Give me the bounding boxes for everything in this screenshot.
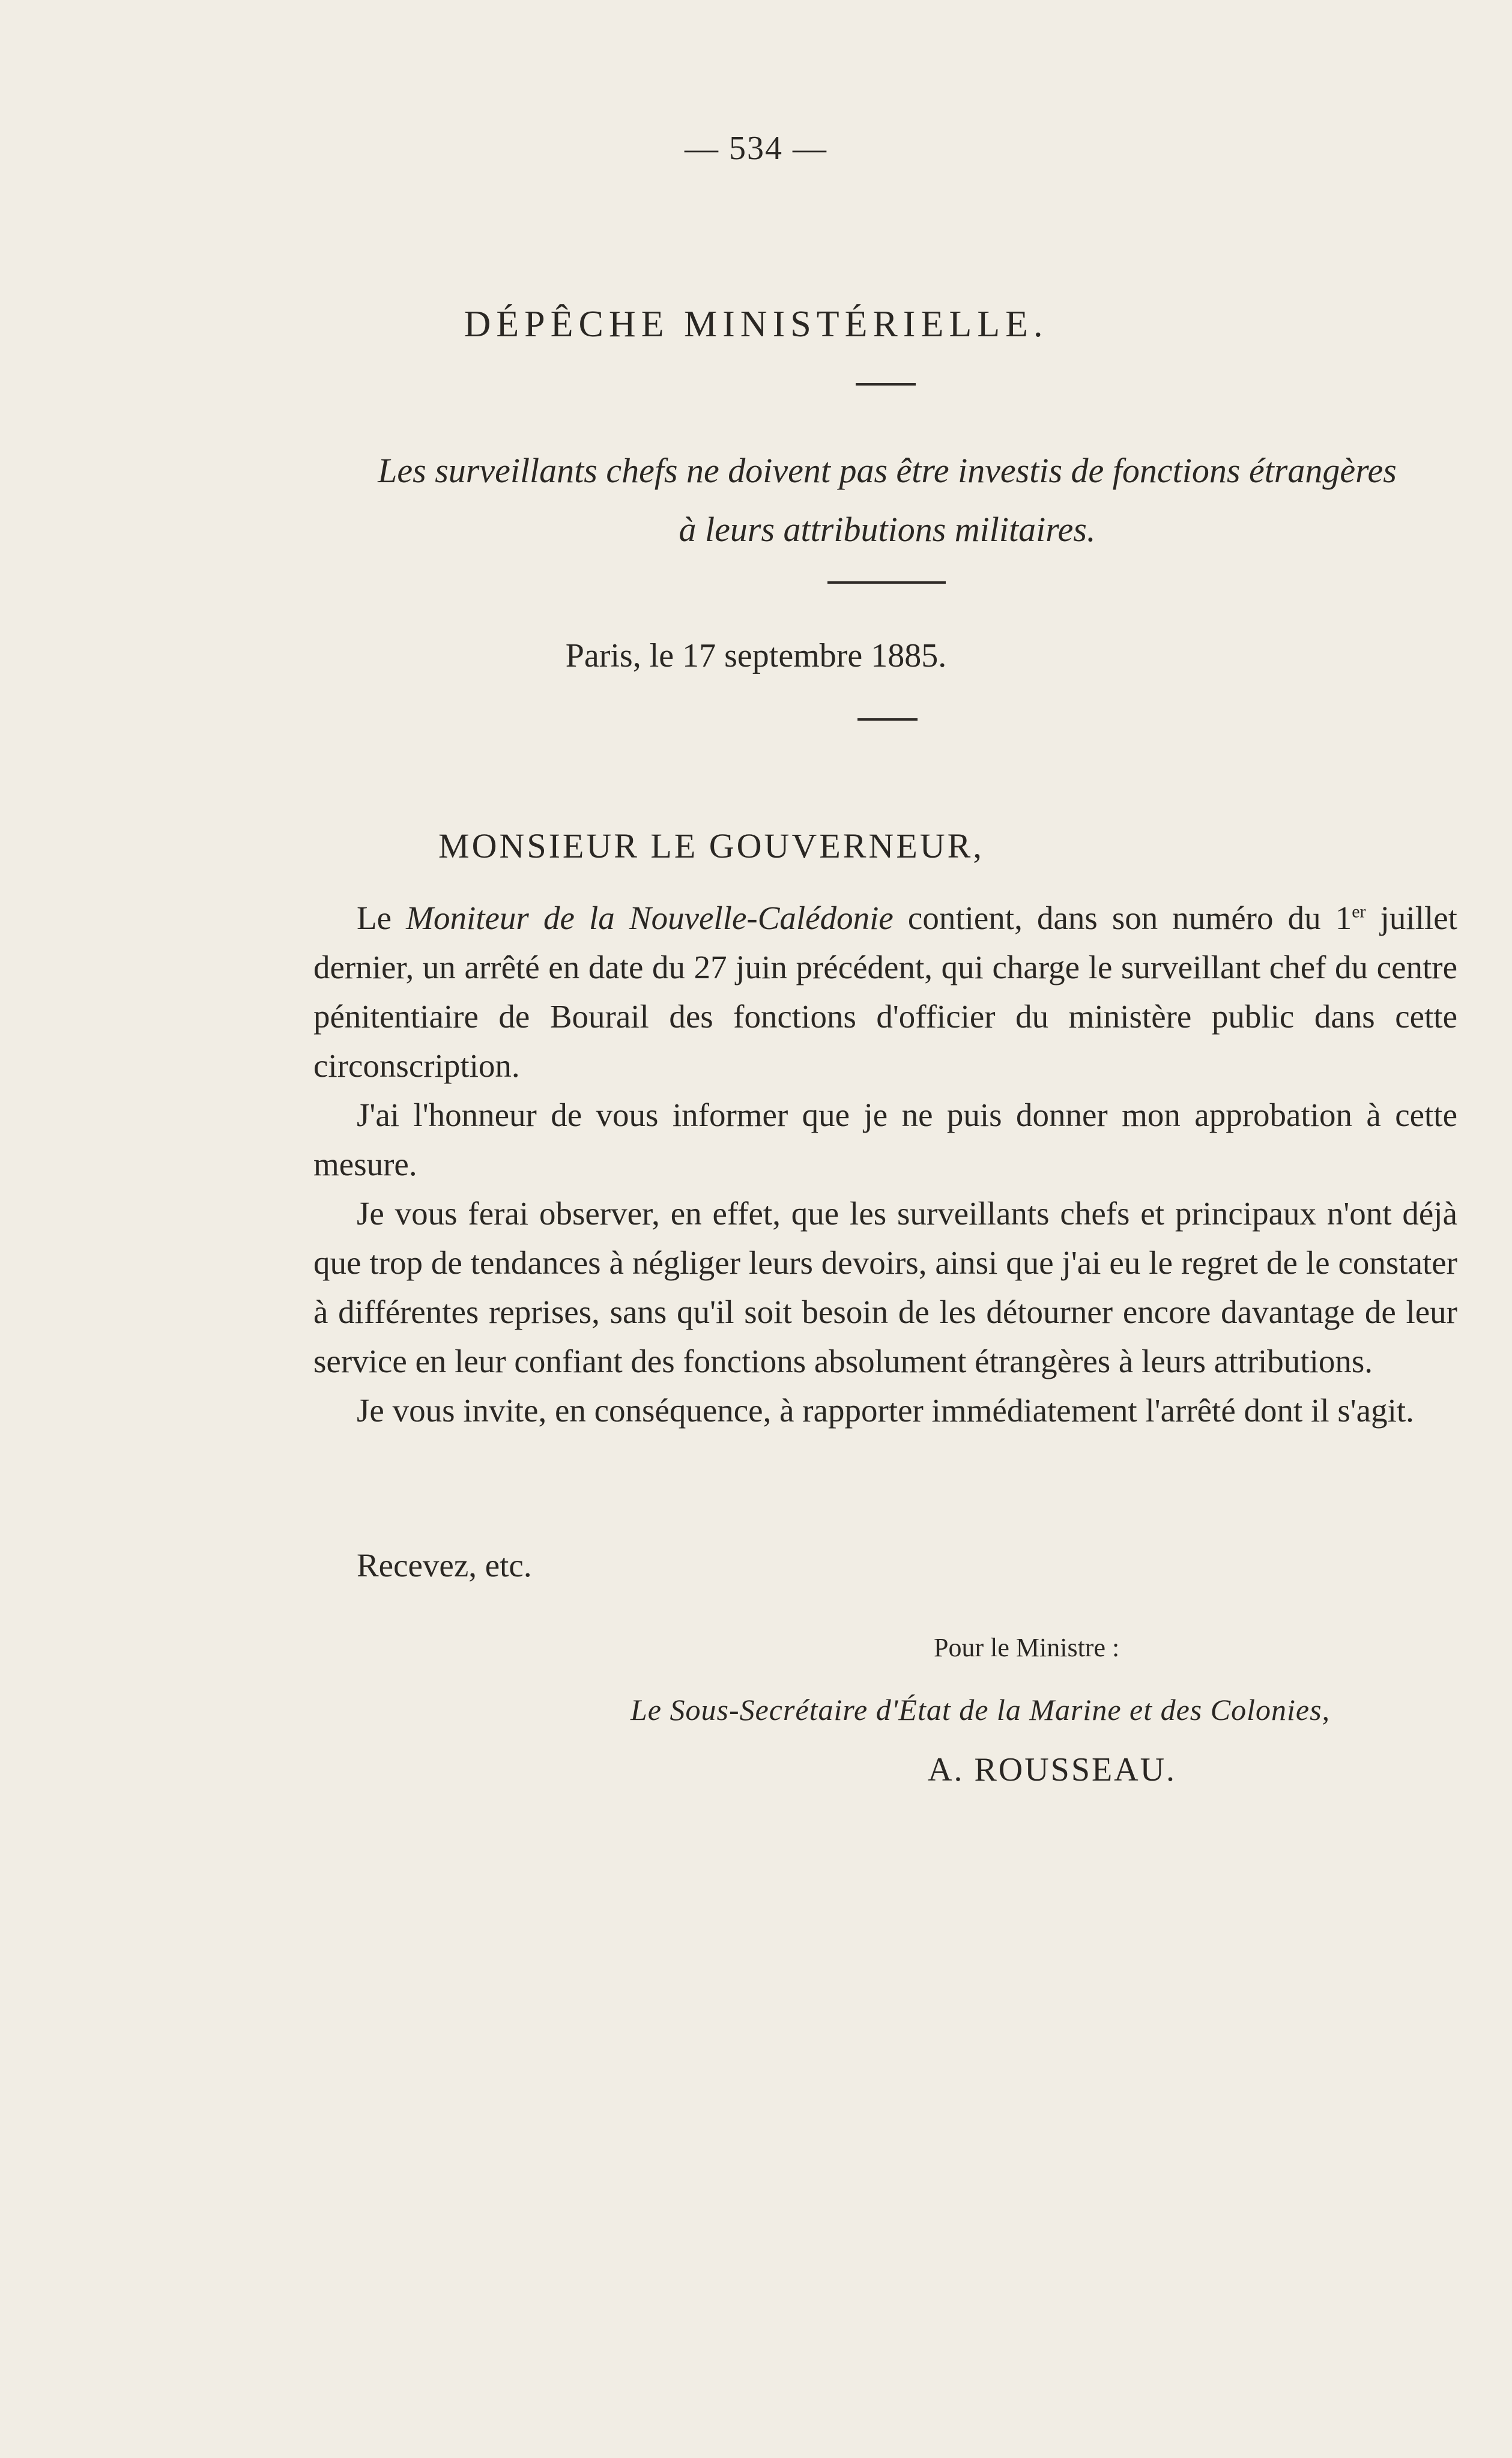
signature-for-minister: Pour le Ministre : <box>934 1633 1120 1662</box>
document-subtitle <box>315 441 1459 559</box>
subtitle-line-1: Les surveillants chefs ne doivent pas être investis de fonctions étrangères <box>378 451 1397 490</box>
paragraph-1-end: juillet dernier, un arrêté en date du 27 juin précédent, qui charge le surveillant chef du centre pénitentiaire de Bourail des fonctions d'officier du ministère public dans cette circonscription. <box>313 900 1457 1084</box>
subtitle-line-2: à leurs attributions militaires. <box>679 510 1096 549</box>
ordinal-superscript: er <box>1352 901 1366 922</box>
paragraph-4: Je vous invite, en conséquence, à rapporter immédiatement l'arrêté dont il s'agit. <box>357 1392 1414 1429</box>
paragraph-2: J'ai l'honneur de vous informer que je ne puis donner mon approbation à cette mesure. <box>313 1097 1457 1182</box>
paragraph-1-start: Le <box>357 900 407 936</box>
title-divider <box>856 383 916 386</box>
paragraph-3: Je vous ferai observer, en effet, que les surveillants chefs et principaux n'ont déjà que trop de tendances à négliger leurs devoirs, ainsi que j'ai eu le regret de le constater à différentes reprises, sans qu'il soit besoin de les détourner encore davantage de leur service en leur confiant des fonctions absolument étrangères à leurs attributions. <box>313 1195 1457 1379</box>
signature-title: Le Sous-Secrétaire d'État de la Marine et des Colonies, <box>631 1693 1331 1727</box>
dateline-divider <box>857 718 918 721</box>
paragraph-1-middle: contient, dans son numéro du 1 <box>893 900 1352 936</box>
newspaper-title: Moniteur de la Nouvelle-Calédonie <box>406 900 894 936</box>
subtitle-divider <box>827 581 946 584</box>
document-title: DÉPÊCHE MINISTÉRIELLE. <box>464 304 1048 345</box>
letter-body <box>313 894 1457 1435</box>
salutation: MONSIEUR LE GOUVERNEUR, <box>438 826 984 865</box>
closing-formula: Recevez, etc. <box>357 1547 532 1584</box>
page-number: — 534 — <box>685 130 827 167</box>
signature-name: A. ROUSSEAU. <box>928 1751 1177 1788</box>
dateline: Paris, le 17 septembre 1885. <box>565 637 947 674</box>
paragraph-1 <box>313 894 1457 1091</box>
